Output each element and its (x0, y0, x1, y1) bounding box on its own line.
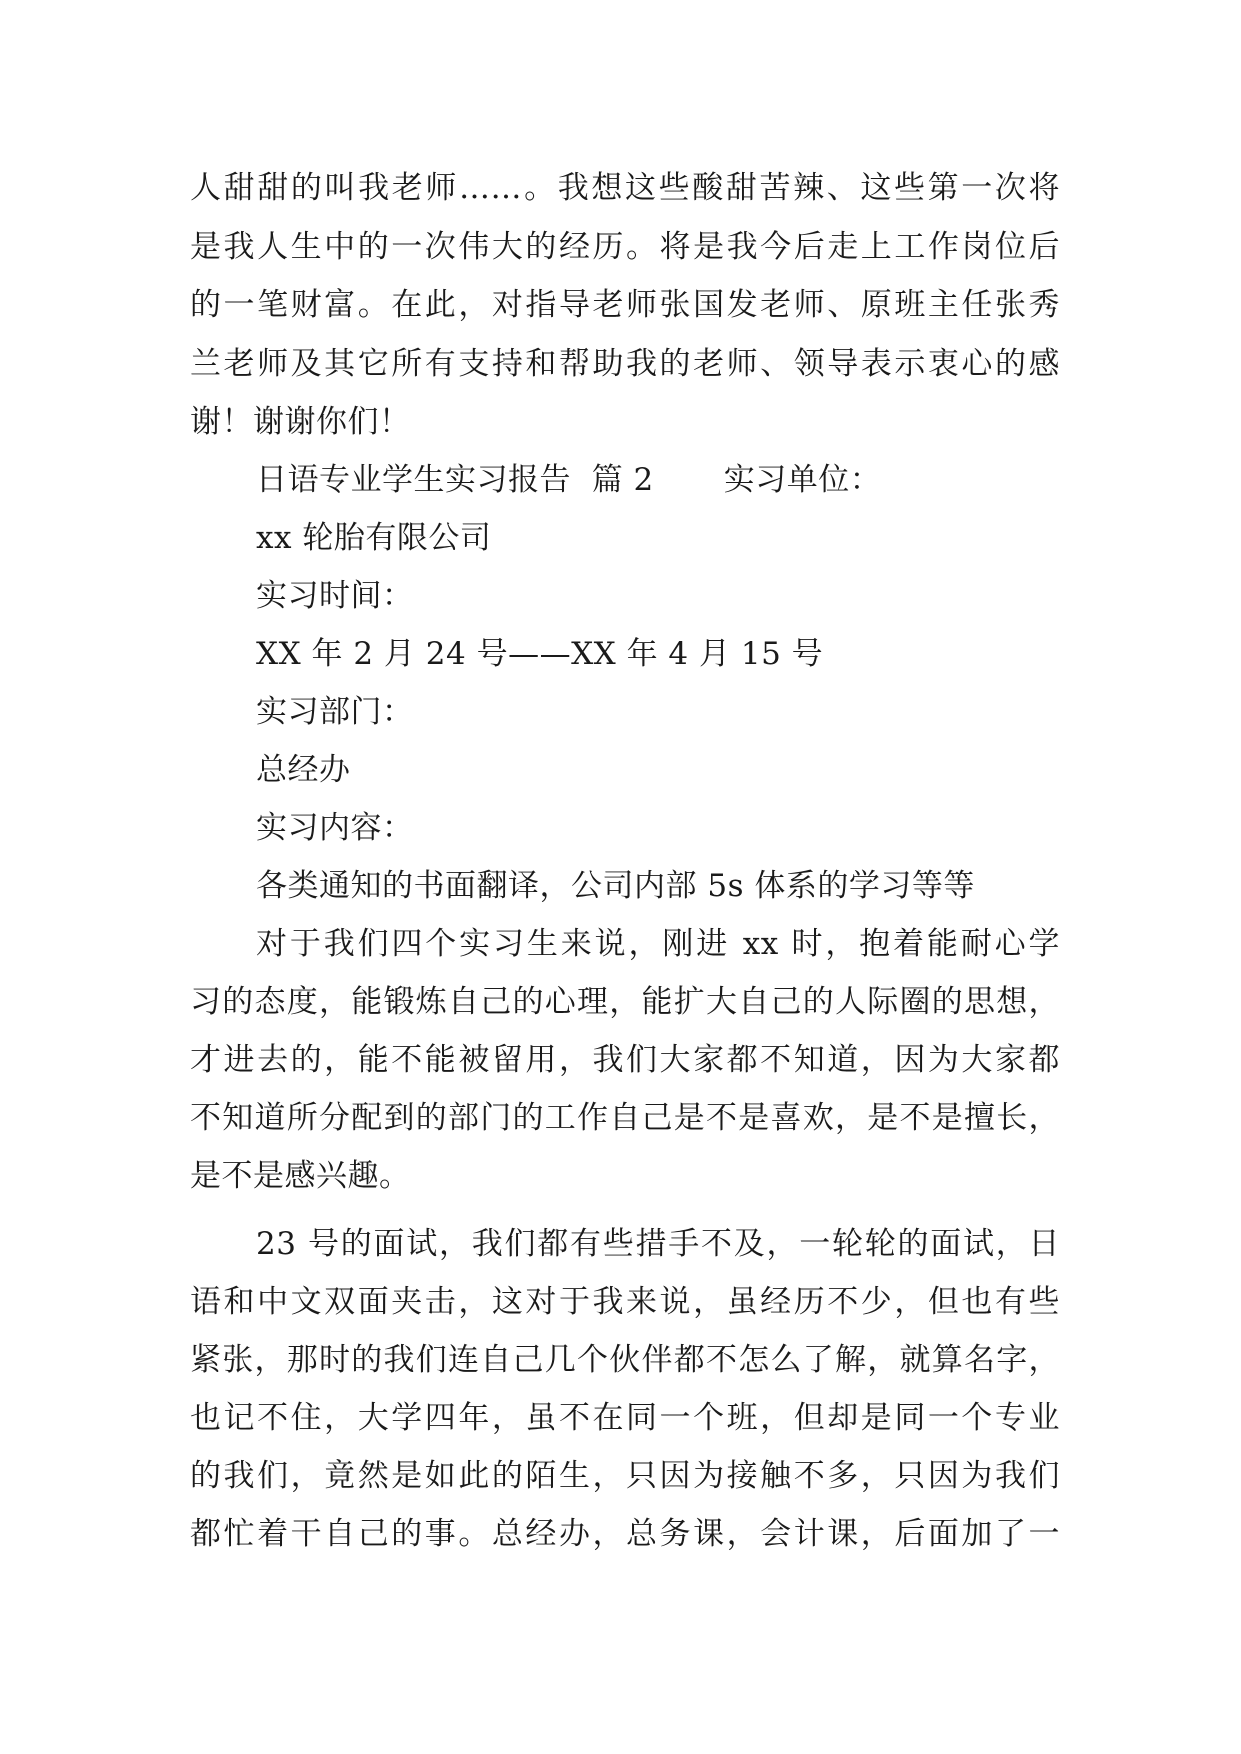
body-text-line: 是我人生中的一次伟大的经历。将是我今后走上工作岗位后 (190, 229, 1060, 265)
info-line: 各类通知的书面翻译，公司内部 5s 体系的学习等等 (256, 868, 975, 904)
info-line: 总经办 (256, 752, 351, 788)
body-text-line: 人甜甜的叫我老师……。我想这些酸甜苦辣、这些第一次将 (190, 170, 1060, 206)
info-line: 实习时间： (256, 578, 414, 614)
info-line: 实习部门： (256, 694, 414, 730)
body-text-line: 的我们，竟然是如此的陌生，只因为接触不多，只因为我们 (190, 1458, 1060, 1494)
section-heading (256, 460, 1060, 500)
body-text-line: 才进去的，能不能被留用，我们大家都不知道，因为大家都 (190, 1042, 1060, 1078)
body-text-line: 也记不住，大学四年，虽不在同一个班，但却是同一个专业 (190, 1400, 1060, 1436)
body-text-line: 不知道所分配到的部门的工作自己是不是喜欢，是不是擅长， (190, 1100, 1060, 1136)
info-line: xx 轮胎有限公司 (256, 520, 492, 556)
field-label-unit: 实习单位： (723, 462, 882, 498)
body-text-line: 紧张，那时的我们连自己几个伙伴都不怎么了解，就算名字， (190, 1342, 1060, 1378)
body-text-line: 都忙着干自己的事。总经办，总务课，会计课，后面加了一 (190, 1516, 1060, 1552)
body-text-line: 谢！谢谢你们！ (190, 404, 411, 440)
body-text-line: 是不是感兴趣。 (190, 1158, 411, 1194)
body-text-line: 的一笔财富。在此，对指导老师张国发老师、原班主任张秀 (190, 287, 1060, 323)
paragraph-first-line: 23 号的面试，我们都有些措手不及，一轮轮的面试，日 (256, 1226, 1060, 1262)
body-text-line: 兰老师及其它所有支持和帮助我的老师、领导表示衷心的感 (190, 346, 1060, 382)
paragraph-first-line: 对于我们四个实习生来说，刚进 xx 时，抱着能耐心学 (256, 926, 1060, 962)
body-text-line: 习的态度，能锻炼自己的心理，能扩大自己的人际圈的思想， (190, 984, 1060, 1020)
info-line: XX 年 2 月 24 号——XX 年 4 月 15 号 (256, 636, 824, 672)
body-text-line: 语和中文双面夹击，这对于我来说，虽经历不少，但也有些 (190, 1284, 1060, 1320)
info-line: 实习内容： (256, 810, 414, 846)
report-title: 日语专业学生实习报告 篇 2 (256, 462, 654, 498)
